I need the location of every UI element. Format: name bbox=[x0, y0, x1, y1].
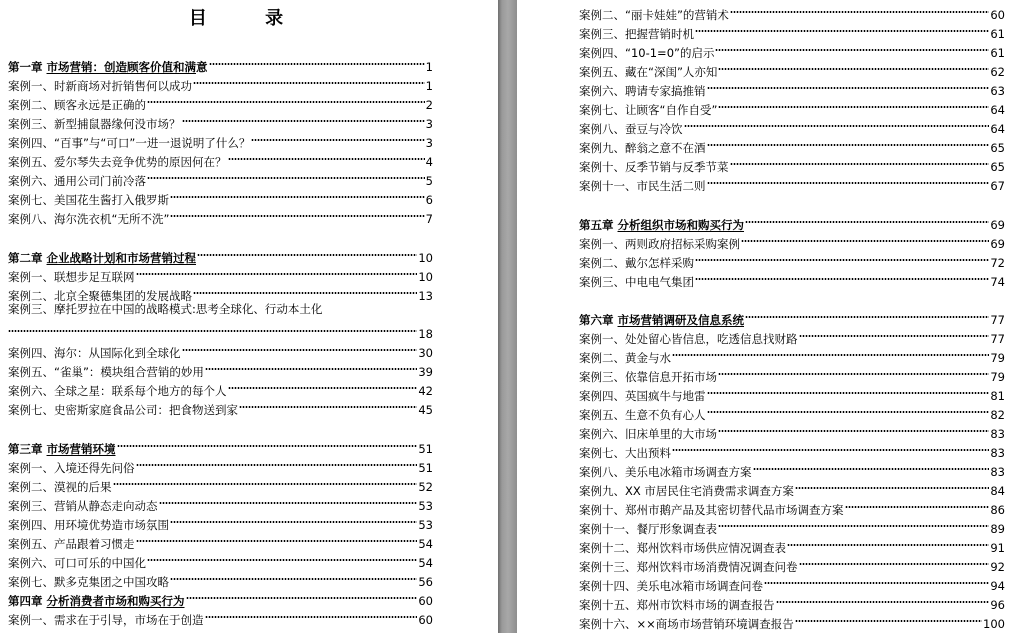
dot-leader bbox=[787, 533, 989, 552]
toc-case-entry[interactable] bbox=[579, 57, 1005, 79]
dot-leader bbox=[718, 514, 989, 533]
toc-case-entry[interactable] bbox=[579, 95, 1005, 117]
toc-page-number: 2 bbox=[425, 98, 433, 112]
dot-leader bbox=[147, 548, 417, 567]
toc-entry-label: 案例十、反季节销与反季节菜 bbox=[579, 160, 729, 174]
toc-entry-label: 案例七、美国花生酱打入俄罗斯 bbox=[8, 193, 169, 207]
toc-entry-label: 案例一、需求在于引导，市场在于创造 bbox=[8, 613, 204, 627]
toc-page-number: 54 bbox=[418, 556, 433, 570]
toc-entry-label: 第四章 分析消费者市场和购买行为 bbox=[8, 594, 185, 608]
toc-case-entry[interactable] bbox=[579, 267, 1005, 289]
toc-entry-label: 案例八、海尔洗衣机“无所不洗” bbox=[8, 212, 170, 226]
toc-entry-label: 案例二、黄金与水 bbox=[579, 351, 671, 365]
toc-page-number: 5 bbox=[425, 174, 433, 188]
toc-page-number: 61 bbox=[990, 27, 1005, 41]
toc-page-number: 1 bbox=[425, 60, 433, 74]
toc-entry-label: 案例八、美乐电冰箱市场调查方案 bbox=[579, 465, 752, 479]
toc-entry-label: 案例三、摩托罗拉在中国的战略模式:思考全球化、行动本土化 bbox=[8, 302, 323, 316]
toc-page-number: 60 bbox=[990, 8, 1005, 22]
toc-page-number: 6 bbox=[425, 193, 433, 207]
dot-leader bbox=[113, 472, 418, 491]
toc-case-entry[interactable] bbox=[8, 605, 433, 627]
toc-case-entry[interactable] bbox=[8, 491, 433, 513]
toc-page-number: 67 bbox=[990, 179, 1005, 193]
toc-page-number: 42 bbox=[418, 384, 433, 398]
toc-case-entry[interactable] bbox=[8, 376, 433, 398]
toc-case-entry[interactable] bbox=[579, 476, 1005, 498]
toc-entry-label: 案例二、“丽卡娃娃”的营销术 bbox=[579, 8, 729, 22]
toc-entry-label: 案例三、新型捕鼠器缘何没市场？ bbox=[8, 117, 181, 131]
toc-page-number: 60 bbox=[418, 594, 433, 608]
toc-entry-label: 案例七、默多克集团之中国攻略 bbox=[8, 575, 169, 589]
dot-leader bbox=[672, 343, 989, 362]
toc-page-number: 13 bbox=[418, 289, 433, 303]
toc-case-entry[interactable] bbox=[8, 453, 433, 475]
dot-leader bbox=[718, 57, 989, 76]
toc-page-number: 84 bbox=[990, 484, 1005, 498]
toc-case-entry[interactable] bbox=[8, 472, 433, 494]
dot-leader bbox=[182, 109, 425, 128]
toc-case-entry[interactable] bbox=[8, 510, 433, 532]
toc-case-entry[interactable] bbox=[8, 90, 433, 112]
toc-case-entry[interactable] bbox=[579, 229, 1005, 251]
toc-case-entry[interactable] bbox=[579, 533, 1005, 555]
toc-entry-label: 案例六、通用公司门前冷落 bbox=[8, 174, 146, 188]
toc-page-number: 83 bbox=[990, 446, 1005, 460]
toc-entry-label: 案例四、“10-1=0”的启示 bbox=[579, 46, 715, 60]
dot-leader bbox=[170, 510, 417, 529]
toc-page-number: 86 bbox=[990, 503, 1005, 517]
toc-case-entry[interactable] bbox=[8, 109, 433, 131]
dot-leader bbox=[707, 133, 990, 152]
toc-entry-label: 案例十三、郑州饮料市场消费情况调查问卷 bbox=[579, 560, 798, 574]
toc-entry-label: 案例三、依靠信息开拓市场 bbox=[579, 370, 717, 384]
toc-entry-label: 案例三、营销从静态走向动态 bbox=[8, 499, 158, 513]
toc-page-number: 3 bbox=[425, 117, 433, 131]
dot-leader bbox=[197, 243, 417, 262]
dot-leader bbox=[8, 319, 417, 338]
toc-entry-label: 案例一、时新商场对折销售何以成功 bbox=[8, 79, 192, 93]
toc-entry-label: 案例九、XX 市居民住宅消费需求调查方案 bbox=[579, 484, 794, 498]
dot-leader bbox=[672, 438, 989, 457]
toc-entry-label: 案例五、产品跟着习惯走 bbox=[8, 537, 135, 551]
toc-page-number: 89 bbox=[990, 522, 1005, 536]
toc-page-number: 53 bbox=[418, 499, 433, 513]
dot-leader bbox=[795, 609, 982, 628]
dot-leader bbox=[182, 338, 418, 357]
toc-case-entry[interactable] bbox=[8, 395, 433, 417]
toc-entry-label: 第一章 市场营销：创造顾客价值和满意 bbox=[8, 60, 208, 74]
toc-entry-label: 案例八、蚕豆与冷饮 bbox=[579, 122, 683, 136]
toc-case-entry[interactable] bbox=[579, 38, 1005, 60]
toc-page-number: 4 bbox=[425, 155, 433, 169]
toc-page-number: 64 bbox=[990, 122, 1005, 136]
toc-entry-label: 案例一、两则政府招标采购案例 bbox=[579, 237, 740, 251]
toc-page-number: 74 bbox=[990, 275, 1005, 289]
dot-leader bbox=[707, 171, 990, 190]
dot-leader bbox=[186, 586, 418, 605]
toc-page-number: 91 bbox=[990, 541, 1005, 555]
toc-entry-label: 案例四、“百事”与“可口”一进一退说明了什么？ bbox=[8, 136, 251, 150]
toc-case-entry[interactable] bbox=[579, 171, 1005, 193]
toc-entry-label: 案例四、英国疯牛与地雷 bbox=[579, 389, 706, 403]
toc-page-number: 63 bbox=[990, 84, 1005, 98]
dot-leader bbox=[251, 128, 424, 147]
dot-leader bbox=[799, 324, 990, 343]
toc-case-entry[interactable] bbox=[579, 552, 1005, 574]
toc-entry-label: 案例五、生意不负有心人 bbox=[579, 408, 706, 422]
dot-leader bbox=[193, 281, 417, 300]
toc-entry-label: 案例一、处处留心皆信息，吃透信息找财路 bbox=[579, 332, 798, 346]
toc-case-entry[interactable] bbox=[579, 76, 1005, 98]
toc-entry-label: 第六章 市场营销调研及信息系统 bbox=[579, 313, 745, 327]
dot-leader bbox=[707, 381, 990, 400]
toc-page-number: 96 bbox=[990, 598, 1005, 612]
dot-leader bbox=[695, 248, 989, 267]
dot-leader bbox=[764, 571, 989, 590]
dot-leader bbox=[745, 210, 989, 229]
toc-page-number: 62 bbox=[990, 65, 1005, 79]
toc-case-entry[interactable] bbox=[8, 128, 433, 150]
dot-leader bbox=[718, 419, 989, 438]
toc-case-entry[interactable] bbox=[8, 204, 433, 226]
toc-case-entry[interactable] bbox=[579, 152, 1005, 174]
toc-entry-label: 案例七、让顾客“自作自受” bbox=[579, 103, 718, 117]
toc-case-entry[interactable] bbox=[579, 19, 1005, 41]
toc-case-entry[interactable] bbox=[579, 0, 1005, 22]
toc-case-entry[interactable] bbox=[579, 248, 1005, 270]
dot-leader bbox=[707, 76, 990, 95]
toc-entry-label: 案例六、全球之星：联系每个地方的每个人 bbox=[8, 384, 227, 398]
toc-page-number: 79 bbox=[990, 370, 1005, 384]
dot-leader bbox=[695, 19, 989, 38]
dot-leader bbox=[845, 495, 990, 514]
toc-page-number: 18 bbox=[418, 327, 433, 341]
dot-leader bbox=[799, 552, 990, 571]
toc-page-number: 54 bbox=[418, 537, 433, 551]
toc-case-entry[interactable] bbox=[579, 590, 1005, 612]
dot-leader bbox=[170, 567, 417, 586]
toc-entry-label: 案例七、史密斯家庭食品公司：把食物送到家 bbox=[8, 403, 238, 417]
toc-entry-label: 案例一、联想步足互联网 bbox=[8, 270, 135, 284]
toc-entry-label: 案例五、爱尔琴失去竞争优势的原因何在？ bbox=[8, 155, 227, 169]
dot-leader bbox=[718, 362, 989, 381]
toc-page-number: 77 bbox=[990, 332, 1005, 346]
toc-case-entry[interactable] bbox=[579, 495, 1005, 517]
toc-title: 目 录 bbox=[188, 8, 310, 29]
toc-case-entry[interactable] bbox=[8, 166, 433, 188]
toc-page-number: 69 bbox=[990, 237, 1005, 251]
toc-page-number: 94 bbox=[990, 579, 1005, 593]
toc-case-entry[interactable] bbox=[8, 185, 433, 207]
dot-leader bbox=[795, 476, 989, 495]
toc-page-number: 1 bbox=[425, 79, 433, 93]
dot-leader bbox=[136, 262, 418, 281]
toc-case-entry[interactable] bbox=[579, 609, 1005, 631]
toc-page-number: 79 bbox=[990, 351, 1005, 365]
toc-chapter-entry[interactable] bbox=[8, 434, 433, 456]
dot-leader bbox=[730, 0, 989, 19]
dot-leader bbox=[730, 152, 990, 171]
toc-entry-label: 案例二、戴尔怎样采购 bbox=[579, 256, 694, 270]
dot-leader bbox=[228, 147, 425, 166]
toc-entry-label: 案例二、顾客永远是正确的 bbox=[8, 98, 146, 112]
toc-case-entry[interactable] bbox=[579, 381, 1005, 403]
toc-entry-label: 案例六、旧床单里的大市场 bbox=[579, 427, 717, 441]
toc-case-entry[interactable] bbox=[579, 457, 1005, 479]
toc-entry-label: 案例十一、市民生活二则 bbox=[579, 179, 706, 193]
toc-page-number: 3 bbox=[425, 136, 433, 150]
dot-leader bbox=[753, 457, 990, 476]
dot-leader bbox=[170, 185, 425, 204]
toc-case-entry[interactable] bbox=[8, 71, 433, 93]
toc-page-number: 51 bbox=[418, 461, 433, 475]
toc-case-entry[interactable] bbox=[8, 567, 433, 589]
toc-chapter-entry[interactable] bbox=[579, 305, 1005, 327]
toc-entry-label: 案例五、藏在“深闺”人亦知 bbox=[579, 65, 718, 79]
toc-page-number: 53 bbox=[418, 518, 433, 532]
toc-page-number: 72 bbox=[990, 256, 1005, 270]
toc-entry-label: 案例四、海尔：从国际化到全球化 bbox=[8, 346, 181, 360]
toc-entry-label: 案例十一、餐厅形象调查表 bbox=[579, 522, 717, 536]
toc-case-entry[interactable] bbox=[579, 400, 1005, 422]
toc-case-entry[interactable] bbox=[8, 147, 433, 169]
dot-leader bbox=[136, 453, 418, 472]
toc-entry-label: 案例六、可口可乐的中国化 bbox=[8, 556, 146, 570]
toc-page-number: 10 bbox=[418, 270, 433, 284]
toc-page-number: 30 bbox=[418, 346, 433, 360]
dot-leader bbox=[228, 376, 418, 395]
toc-case-entry[interactable] bbox=[579, 343, 1005, 365]
toc-page-number: 83 bbox=[990, 465, 1005, 479]
toc-entry-label: 案例九、醉翁之意不在酒 bbox=[579, 141, 706, 155]
toc-page-number: 81 bbox=[990, 389, 1005, 403]
toc-entry-label: 案例四、用环境优势造市场氛围 bbox=[8, 518, 169, 532]
toc-case-entry[interactable] bbox=[579, 571, 1005, 593]
toc-page-number: 65 bbox=[990, 141, 1005, 155]
toc-case-entry[interactable] bbox=[8, 529, 433, 551]
dot-leader bbox=[205, 357, 417, 376]
dot-leader bbox=[745, 305, 989, 324]
toc-page-number: 51 bbox=[418, 442, 433, 456]
toc-entry-label: 案例七、大出预料 bbox=[579, 446, 671, 460]
toc-chapter-entry[interactable] bbox=[8, 52, 433, 74]
toc-entry-label: 案例二、漠视的后果 bbox=[8, 480, 112, 494]
dot-leader bbox=[209, 52, 425, 71]
toc-page-number: 64 bbox=[990, 103, 1005, 117]
toc-case-entry[interactable] bbox=[8, 548, 433, 570]
dot-leader bbox=[707, 400, 990, 419]
dot-leader bbox=[170, 204, 424, 223]
dot-leader bbox=[239, 395, 417, 414]
toc-page-number: 56 bbox=[418, 575, 433, 589]
toc-page-number: 7 bbox=[425, 212, 433, 226]
toc-entry-label: 案例一、入境还得先问俗 bbox=[8, 461, 135, 475]
toc-page-number: 77 bbox=[990, 313, 1005, 327]
toc-entry-label: 案例十四、美乐电冰箱市场调查问卷 bbox=[579, 579, 763, 593]
toc-entry-label: 案例十二、郑州饮料市场供应情况调查表 bbox=[579, 541, 786, 555]
toc-page-number: 52 bbox=[418, 480, 433, 494]
dot-leader bbox=[136, 529, 418, 548]
toc-entry-label: 案例五、“雀巢”：模块组合营销的妙用 bbox=[8, 365, 204, 379]
toc-case-entry[interactable] bbox=[579, 133, 1005, 155]
dot-leader bbox=[205, 605, 418, 624]
toc-page-number: 65 bbox=[990, 160, 1005, 174]
toc-chapter-entry[interactable] bbox=[579, 210, 1005, 232]
dot-leader bbox=[147, 166, 425, 185]
toc-page-number: 82 bbox=[990, 408, 1005, 422]
dot-leader bbox=[684, 114, 990, 133]
toc-entry-label: 案例十、郑州市鹅产品及其密切替代品市场调查方案 bbox=[579, 503, 844, 517]
page-gutter bbox=[498, 0, 517, 633]
toc-page-number: 61 bbox=[990, 46, 1005, 60]
toc-case-entry[interactable] bbox=[8, 281, 433, 303]
left-page bbox=[0, 0, 498, 633]
right-page bbox=[517, 0, 1018, 633]
toc-page-number: 100 bbox=[983, 617, 1005, 631]
dot-leader bbox=[718, 95, 989, 114]
toc-entry-label: 案例十五、郑州市饮料市场的调查报告 bbox=[579, 598, 775, 612]
toc-case-entry[interactable] bbox=[579, 514, 1005, 536]
toc-entry-label: 案例三、中电电气集团 bbox=[579, 275, 694, 289]
toc-page-number: 10 bbox=[418, 251, 433, 265]
dot-leader bbox=[695, 267, 989, 286]
toc-entry-continuation[interactable] bbox=[8, 319, 433, 341]
toc-case-entry[interactable] bbox=[8, 357, 433, 379]
toc-case-entry[interactable] bbox=[579, 324, 1005, 346]
toc-entry-label: 案例三、把握营销时机 bbox=[579, 27, 694, 41]
dot-leader bbox=[741, 229, 989, 248]
toc-entry-label: 案例十六、××商场市场营销环境调查报告 bbox=[579, 617, 794, 631]
toc-case-entry[interactable] bbox=[8, 262, 433, 284]
toc-entry-label: 第三章 市场营销环境 bbox=[8, 442, 116, 456]
toc-chapter-entry[interactable] bbox=[8, 586, 433, 608]
toc-page-number: 60 bbox=[418, 613, 433, 627]
toc-entry-label: 第五章 分析组织市场和购买行为 bbox=[579, 218, 745, 232]
toc-case-entry[interactable] bbox=[579, 114, 1005, 136]
dot-leader bbox=[776, 590, 990, 609]
toc-case-entry[interactable] bbox=[579, 419, 1005, 441]
dot-leader bbox=[193, 71, 425, 90]
toc-page-number: 69 bbox=[990, 218, 1005, 232]
dot-leader bbox=[117, 434, 418, 453]
toc-page-number: 92 bbox=[990, 560, 1005, 574]
toc-page-number: 39 bbox=[418, 365, 433, 379]
toc-case-entry[interactable] bbox=[579, 438, 1005, 460]
toc-entry-label: 案例二、北京全聚德集团的发展战略 bbox=[8, 289, 192, 303]
dot-leader bbox=[159, 491, 418, 510]
dot-leader bbox=[715, 38, 989, 57]
dot-leader bbox=[147, 90, 425, 109]
toc-case-entry[interactable] bbox=[8, 338, 433, 360]
toc-entry-label: 案例六、聘请专家搞推销 bbox=[579, 84, 706, 98]
toc-case-entry[interactable] bbox=[8, 300, 433, 319]
toc-chapter-entry[interactable] bbox=[8, 243, 433, 265]
toc-entry-label: 第二章 企业战略计划和市场营销过程 bbox=[8, 251, 197, 265]
toc-page-number: 45 bbox=[418, 403, 433, 417]
toc-case-entry[interactable] bbox=[579, 362, 1005, 384]
toc-page-number: 83 bbox=[990, 427, 1005, 441]
